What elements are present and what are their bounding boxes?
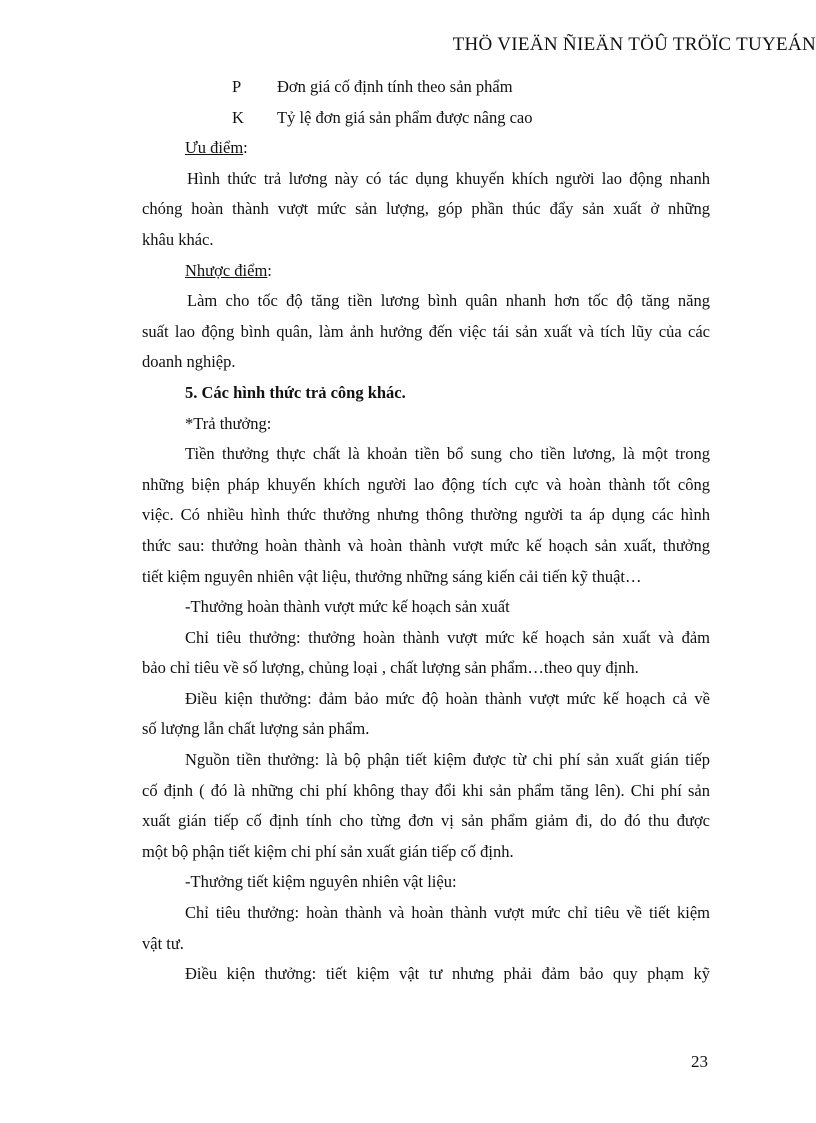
page-number: 23: [691, 1052, 708, 1071]
paragraph-line: Tiền thưởng thực chất là khoản tiền bổ sung cho tiền lương, là một trong: [185, 444, 710, 464]
sub-heading: -Thưởng hoàn thành vượt mức kế hoạch sản xuất: [185, 597, 510, 617]
definition-row: [142, 72, 710, 103]
paragraph-line: chóng hoàn thành vượt mức sản lượng, góp phần thúc đẩy sản xuất ở những: [142, 199, 710, 219]
paragraph-line: xuất gián tiếp cố định tính cho từng đơn vị sản phẩm giảm đi, do đó thu được: [142, 811, 710, 831]
definition-text: Tỷ lệ đơn giá sản phẩm được nâng cao: [277, 107, 533, 127]
paragraph-line: Hình thức trả lương này có tác dụng khuyến khích người lao động nhanh: [187, 168, 710, 188]
definition-text: Đơn giá cố định tính theo sản phẩm: [277, 77, 513, 96]
paragraph-line: thức sau: thưởng hoàn thành và hoàn thành vượt mức kế hoạch sản xuất, thưởng: [142, 535, 710, 555]
paragraph-line: những biện pháp khuyến khích người lao động tích cực và hoàn thành tốt công: [142, 474, 710, 494]
paragraph-line: khâu khác.: [142, 229, 214, 249]
paragraph-line: Chỉ tiêu thưởng: thưởng hoàn thành vượt mức kế hoạch sản xuất và đảm: [185, 627, 710, 647]
paragraph-line: doanh nghiệp.: [142, 352, 236, 372]
disadvantages-heading-text: Nhược điểm: [185, 260, 268, 280]
sub-heading: -Thưởng tiết kiệm nguyên nhiên vật liệu:: [185, 872, 457, 892]
disadvantages-heading-colon: :: [267, 260, 272, 280]
sub-heading: *Trả thưởng:: [185, 413, 272, 433]
definition-symbol: P: [232, 77, 242, 96]
paragraph-line: số lượng lẫn chất lượng sản phẩm.: [142, 719, 370, 739]
paragraph-line: việc. Có nhiều hình thức thưởng nhưng thông thường người ta áp dụng các hình: [142, 505, 710, 525]
definition-row: [142, 103, 710, 134]
advantages-heading-colon: :: [243, 138, 248, 158]
page-body: [142, 72, 710, 990]
paragraph-line: bảo chỉ tiêu về số lượng, chủng loại , chất lượng sản phẩm…theo quy định.: [142, 658, 639, 678]
page-header: THÖ VIEÄN ÑIEÄN TÖÛ TRÖÏC TUYEÁN: [452, 34, 816, 55]
advantages-heading-text: Ưu điểm: [185, 138, 244, 158]
section-heading: 5. Các hình thức trả công khác.: [185, 382, 406, 402]
paragraph-line: tiết kiệm nguyên nhiên vật liệu, thưởng những sáng kiến cải tiến kỹ thuật…: [142, 566, 642, 586]
disadvantages-heading: [142, 256, 710, 287]
paragraph-line: Điều kiện thưởng: đảm bảo mức độ hoàn thành vượt mức kế hoạch cả về: [185, 688, 710, 708]
paragraph-line: cố định ( đó là những chi phí không thay đổi khi sản phẩm tăng lên). Chi phí sản: [142, 780, 710, 800]
paragraph-line: Nguồn tiền thưởng: là bộ phận tiết kiệm được từ chi phí sản xuất gián tiếp: [185, 750, 710, 770]
paragraph-line: suất lao động bình quân, làm ảnh hưởng đến việc tái sản xuất và tích lũy của các: [142, 321, 710, 341]
paragraph-line: một bộ phận tiết kiệm chi phí sản xuất gián tiếp cố định.: [142, 841, 514, 861]
definition-symbol: K: [232, 107, 244, 127]
paragraph-line: Làm cho tốc độ tăng tiền lương bình quân nhanh hơn tốc độ tăng năng: [187, 291, 710, 311]
advantages-heading: [142, 133, 710, 164]
paragraph-line: Điều kiện thưởng: tiết kiệm vật tư nhưng phải đảm bảo quy phạm kỹ: [185, 964, 710, 984]
paragraph-line: vật tư.: [142, 933, 184, 953]
paragraph-line: Chỉ tiêu thưởng: hoàn thành và hoàn thành vượt mức chỉ tiêu về tiết kiệm: [185, 903, 710, 923]
